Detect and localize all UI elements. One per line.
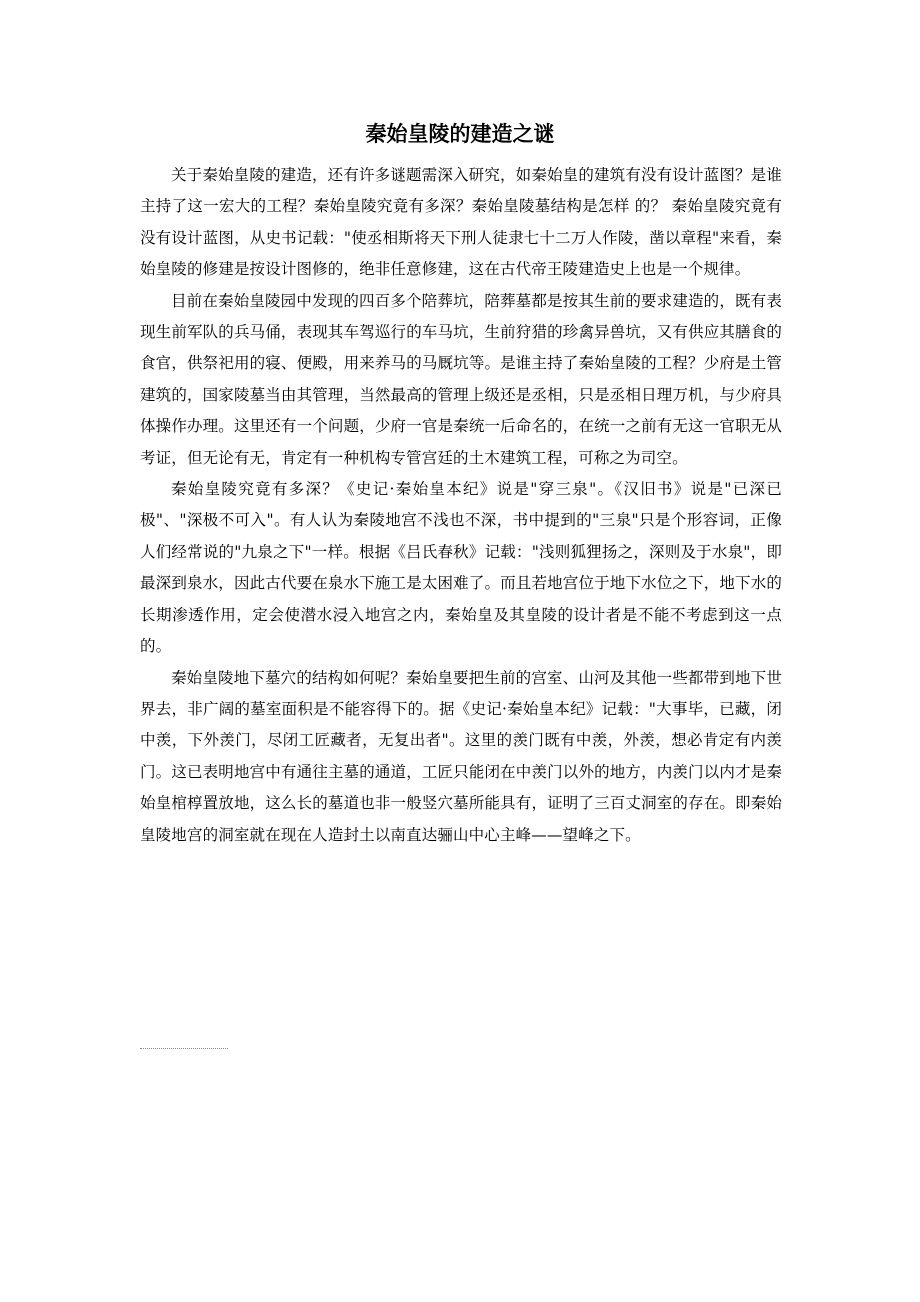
document-title: 秦始皇陵的建造之谜 [365, 122, 555, 146]
document-body [140, 160, 782, 851]
paragraph-3: 秦始皇陵究竟有多深？《史记·秦始皇本纪》说是"穿三泉"。《汉旧书》说是"已深已极"、"深极不可入"。有人认为秦陵地宫不浅也不深，书中提到的"三泉"只是个形容词，正像人们经常说的"九泉之下"一样。根据《吕氏春秋》记载："浅则狐狸扬之，深则及于水泉"，即最深到泉水，因此古代要在泉水下施工是太困难了。而且若地宫位于地下水位之下，地下水的长期渗透作用，定会使潜水浸入地宫之内，秦始皇及其皇陵的设计者是不能不考虑到这一点的。 [140, 480, 782, 656]
paragraph-1: 关于秦始皇陵的建造，还有许多谜题需深入研究，如秦始皇的建筑有没有设计蓝图？是谁主持了这一宏大的工程？秦始皇陵究竟有多深？秦始皇陵墓结构是怎样 的？ 秦始皇陵究竟有没有设计蓝图，从史书记载："使丞相斯将天下刑人徒隶七十二万人作陵，凿以章程"来看，秦始皇陵的修建是按设计图修的，绝非任意修建，这在古代帝王陵建造史上也是一个规律。 [140, 166, 782, 279]
paragraph-2: 目前在秦始皇陵园中发现的四百多个陪葬坑，陪葬墓都是按其生前的要求建造的，既有表现生前军队的兵马俑，表现其车驾巡行的车马坑，生前狩猎的珍禽异兽坑，又有供应其膳食的食官，供祭祀用的寝、便殿，用来养马的马厩坑等。是谁主持了秦始皇陵的工程？少府是土管建筑的，国家陵墓当由其管理，当然最高的管理上级还是丞相，只是丞相日理万机，与少府具体操作办理。这里还有一个问题，少府一官是秦统一后命名的，在统一之前有无这一官职无从考证，但无论有无，肯定有一种机构专管宫廷的土木建筑工程，可称之为司空。 [140, 291, 782, 467]
paragraph-4: 秦始皇陵地下墓穴的结构如何呢？秦始皇要把生前的宫室、山河及其他一些都带到地下世界去，非广阔的墓室面积是不能容得下的。据《史记·秦始皇本纪》记载："大事毕，已藏，闭中羡，下外羡门，尽闭工匠藏者，无复出者"。这里的羡门既有中羡，外羡，想必肯定有内羡门。这已表明地宫中有通往主墓的通道，工匠只能闭在中羡门以外的地方，内羡门以内才是秦始皇棺椁置放地，这么长的墓道也非一般竖穴墓所能具有，证明了三百丈洞室的存在。即秦始皇陵地宫的洞室就在现在人造封土以南直达骊山中心主峰——望峰之下。 [140, 668, 782, 844]
footnote-divider [140, 1048, 228, 1049]
